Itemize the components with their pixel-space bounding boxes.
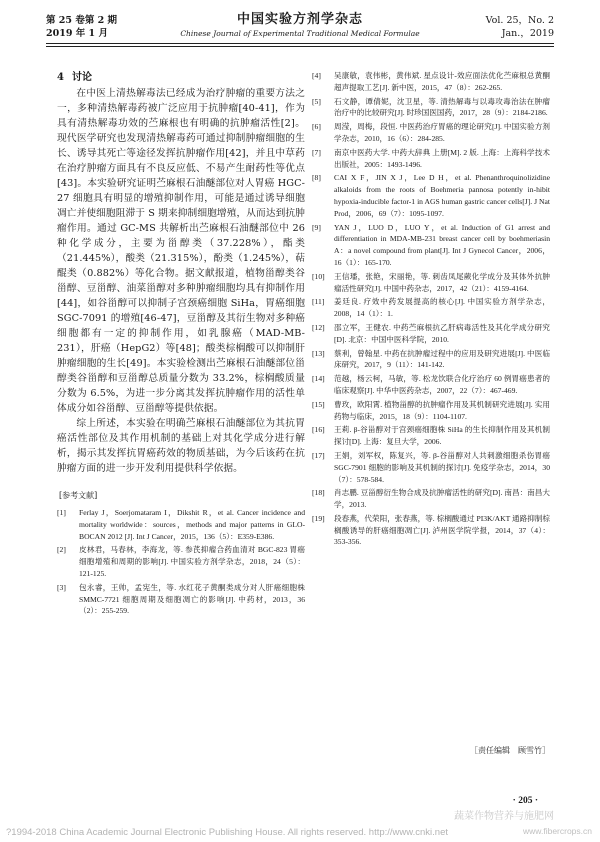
reference-item — [312, 296, 550, 320]
reference-text: 邵立军，王健农. 中药苎麻根抗乙肝病毒活性及其化学成分研究[D]. 北京：中国中医科学院，2010. — [334, 322, 550, 344]
reference-number: [17] — [312, 450, 325, 460]
footer — [0, 822, 600, 842]
header-journal-title — [150, 12, 450, 39]
reference-text: 南京中医药大学. 中药大辞典 上册[M]. 2 版. 上海：上海科学技术出版社，2005：1493-1496. — [334, 147, 550, 169]
reference-text: 姜廷良. 疗效中药发展提高的核心[J]. 中国实验方剂学杂志，2008，14（1）：1. — [334, 297, 550, 319]
reference-number: [5] — [312, 96, 321, 106]
section-heading — [57, 70, 305, 85]
right-column — [312, 70, 550, 550]
watermark-url: www.fibercrops.cn — [523, 826, 592, 836]
header-rule-thin — [46, 46, 554, 47]
header-issue-info — [486, 14, 554, 40]
reference-number: [9] — [312, 222, 321, 232]
reference-number: [3] — [57, 582, 66, 592]
reference-item — [312, 424, 550, 448]
page-number: · 205 · — [512, 796, 538, 806]
reference-list-left — [57, 507, 305, 617]
reference-text: 肖志鹏. 豆甾醇衍生物合成及抗肿瘤活性的研究[D]. 南昌：南昌大学，2013. — [334, 488, 550, 510]
reference-item — [312, 487, 550, 511]
references-label: [参考文献] — [59, 491, 98, 500]
journal-title-cn: 中国实验方剂学杂志 — [236, 12, 363, 27]
reference-item — [57, 507, 305, 542]
reference-text: 王信璠，张艳，宋丽艳，等. 刺齿凤尾蕨化学成分及其体外抗肿瘤活性研究[J]. 中国中药杂志，2017，42（21）：4159-4164. — [334, 271, 550, 293]
reference-text: 石文静，谭倩妮，沈卫星，等. 清热解毒与以毒攻毒治法在肿瘤治疗中的比较研究[J]. 时珍国医国药，2017，28（9）：2184-2186. — [334, 96, 550, 118]
reference-text: 王娟，刘军权，陈复兴，等. β-谷甾醇对人共刺激细胞杀伤胃癌 SGC-7901 细胞的影响及其机制的探讨[J]. 免疫学杂志，2014，30（7）：578-584. — [334, 450, 550, 484]
date-cn: 2019 年 1 月 — [46, 28, 108, 39]
reference-text: 范越，杨云柯，马敏，等. 松龙饮联合化疗治疗 60 例胃癌患者的临床观察[J]. 中华中医药杂志，2007，22（7）：467-469. — [334, 374, 550, 395]
reference-item — [312, 348, 550, 372]
reference-item — [57, 582, 305, 617]
reference-list-right — [312, 70, 550, 548]
header-rule-thick — [46, 43, 554, 44]
journal-title-en: Chinese Journal of Experimental Traditional Medical Formulae — [180, 29, 420, 38]
reference-text: 王莉. β-谷甾醇对于宫颈癌细胞株 SiHa 的生长抑制作用及其机制探讨[D]. 上海：复旦大学，2006. — [334, 425, 550, 447]
reference-number: [16] — [312, 425, 325, 435]
reference-text: 段春燕，代荣阳，张春燕，等. 棕榈酸通过 PI3K/AKT 通路抑制棕榈酸诱导的肝癌细胞凋亡[J]. 泸州医学院学报，2014，37（4）：353-356. — [334, 513, 550, 547]
reference-number: [6] — [312, 122, 321, 132]
reference-number: [2] — [57, 545, 66, 555]
volume-en: Vol. 25，No. 2 — [485, 15, 554, 26]
reference-text: 吴康敏，袁伟彬，黄伟斌. 星点设计-效应面法优化苎麻根总黄酮超声提取工艺[J]. 新中医，2015，47（8）：262-265. — [334, 71, 550, 92]
left-column — [57, 70, 305, 619]
reference-number: [11] — [312, 297, 325, 307]
reference-item — [312, 121, 550, 145]
reference-item — [312, 373, 550, 397]
reference-number: [10] — [312, 271, 325, 281]
reference-text: 周滢，周梅，段恒. 中医药治疗胃癌的理论研究[J]. 中国实验方剂学杂志，2010，16（6）：284-285. — [334, 122, 550, 143]
reference-number: [19] — [312, 513, 325, 523]
reference-text: Ferlay J，Soerjomataram I，Dikshit R，et al. Cancer incidence and mortality worldwide：sources，methods and major patterns in GLO-BOCAN 2012 [J]. Int J Cancer，2015，136（5）：E359-E386. — [79, 508, 305, 541]
reference-number: [18] — [312, 488, 325, 498]
reference-number: [4] — [312, 71, 321, 80]
reference-number: [13] — [312, 348, 325, 358]
conclusion-paragraph: 综上所述，本实验在明确苎麻根石油醚部位为其抗胃癌活性部位及其作用机制的基础上对其化学成分进行解析，揭示其发挥抗胃癌药效的物质基础，为今后该药在抗肿瘤方面的进一步开发利用提供科学依据。 — [57, 418, 305, 474]
volume-cn: 第 25 卷第 2 期 — [46, 15, 118, 26]
reference-item — [312, 271, 550, 295]
reference-item — [312, 322, 550, 346]
reference-item — [312, 399, 550, 423]
reference-text: 包永睿，王帅，孟宪生，等. 水红花子黄酮类成分对人肝癌细胞株 SMMC-7721 细胞周期及细胞凋亡的影响[J]. 中药材，2013，36（2）：255-259. — [79, 582, 305, 616]
date-en: Jan.，2019 — [501, 28, 554, 39]
reference-text: 蔡利，曾翰星. 中药在抗肿瘤过程中的应用及研究进展[J]. 中医临床研究，2017，9（11）：141-142. — [334, 348, 550, 370]
reference-text: 皮林君，马春林，李海龙，等. 参芪抑瘤合药血清对 BGC-823 胃癌细胞增殖和周期的影响[J]. 中国实验方剂学杂志，2018，24（5）：121-125. — [79, 545, 305, 578]
reference-item — [312, 70, 550, 94]
reference-item — [312, 147, 550, 171]
reference-text: CAI X F，JIN X J，Lee D H，et al. Phenanthroquinolizidine alkaloids from the roots of Boehmeria pannosa potently in-hibit hypoxia-inducible factor-1 in AGS human gastric cancer cells[J]. J Nat Prod，2006，69（7）：1095-1097. — [334, 173, 550, 218]
reference-item — [312, 513, 550, 548]
responsible-editor: ［责任编辑 顾雪竹］ — [470, 746, 550, 755]
watermark-site-name: 蔬菜作物营养与施肥网 — [454, 811, 554, 822]
reference-item — [312, 172, 550, 219]
reference-number: [15] — [312, 399, 325, 409]
reference-number: [7] — [312, 147, 321, 157]
header-volume-info — [46, 14, 117, 40]
discussion-paragraph: 在中医上清热解毒法已经成为治疗肿瘤的重要方法之一，多种清热解毒药被广泛应用于抗肿瘤[40-41]，作为具有清热解毒功效的苎麻根也有明确的抗肿瘤活性[2]。现代医学研究也发现清热解毒药可通过抑制肿瘤细胞的生长、诱导其死亡等途径发挥抗肿瘤作用[42]，并且中草药在治疗肿瘤方面具有不良反应低、不易产生耐药性等优点[43]。本实验研究证明苎麻根石油醚部位对人胃癌 HGC-27 细胞具有明显的增殖抑制作用，可能是通过诱导细胞凋亡并使细胞阻滞于 S 期来抑制细胞增殖，从而达到抗肿瘤作用。通过 GC-MS 共解析出苎麻根石油醚部位中 26 种化学成分，主要为甾醇类（37.228%），酯类（21.445%），酸类（21.315%），酚类（1.245%），萜醌类（0.882%）等化合物。据文献报道，植物甾醇类谷甾醇、豆甾醇、油菜甾醇对多种肿瘤细胞均具有抑制作用[44]，如谷甾醇可以抑制子宫颈癌细胞 SiHa，胃癌细胞 SGC-7091 的增殖[46-47]，豆甾醇及其衍生物对多种癌细胞都有一定的抑制作用，如乳腺癌（MAD-MB-231），肝癌（HepG2）等[48]；酸类棕榈酸可以抑制肝肿瘤细胞的生长[49]。本实验检测出苎麻根石油醚部位甾醇类谷甾醇和豆甾醇总质量分数为 33.2%，棕榈酸质量分数为 6.5%，为进一步分离其发挥抗肿瘤作用的活性单体成分如谷甾醇、豆甾醇等提供依据。 — [57, 88, 305, 414]
reference-number: [8] — [312, 173, 321, 183]
reference-item — [57, 544, 305, 579]
reference-item — [312, 96, 550, 120]
reference-item — [312, 450, 550, 485]
reference-number: [14] — [312, 374, 325, 384]
reference-text: 曹玫，欧阳霄. 植物甾醇的抗肿瘤作用及其机制研究进展[J]. 实用药物与临床，2015，18（9）：1104-1107. — [334, 399, 550, 421]
section-title: 讨论 — [71, 72, 92, 83]
copyright-line: ?1994-2018 China Academic Journal Electronic Publishing House. All rights reserved. http://www.cnki.net — [6, 827, 448, 838]
reference-item — [312, 222, 550, 269]
reference-number: [12] — [312, 322, 325, 332]
reference-text: YAN J，LUO D，LUO Y，et al. Induction of G1 arrest and differentiation in MDA-MB-231 breast cancer cell by boehmeriasin A：a novel compound from plant[J]. Int J Gynecol Cancer，2006，16（1）：165-170. — [334, 222, 550, 267]
reference-number: [1] — [57, 508, 66, 517]
section-number: 4 — [57, 72, 64, 83]
